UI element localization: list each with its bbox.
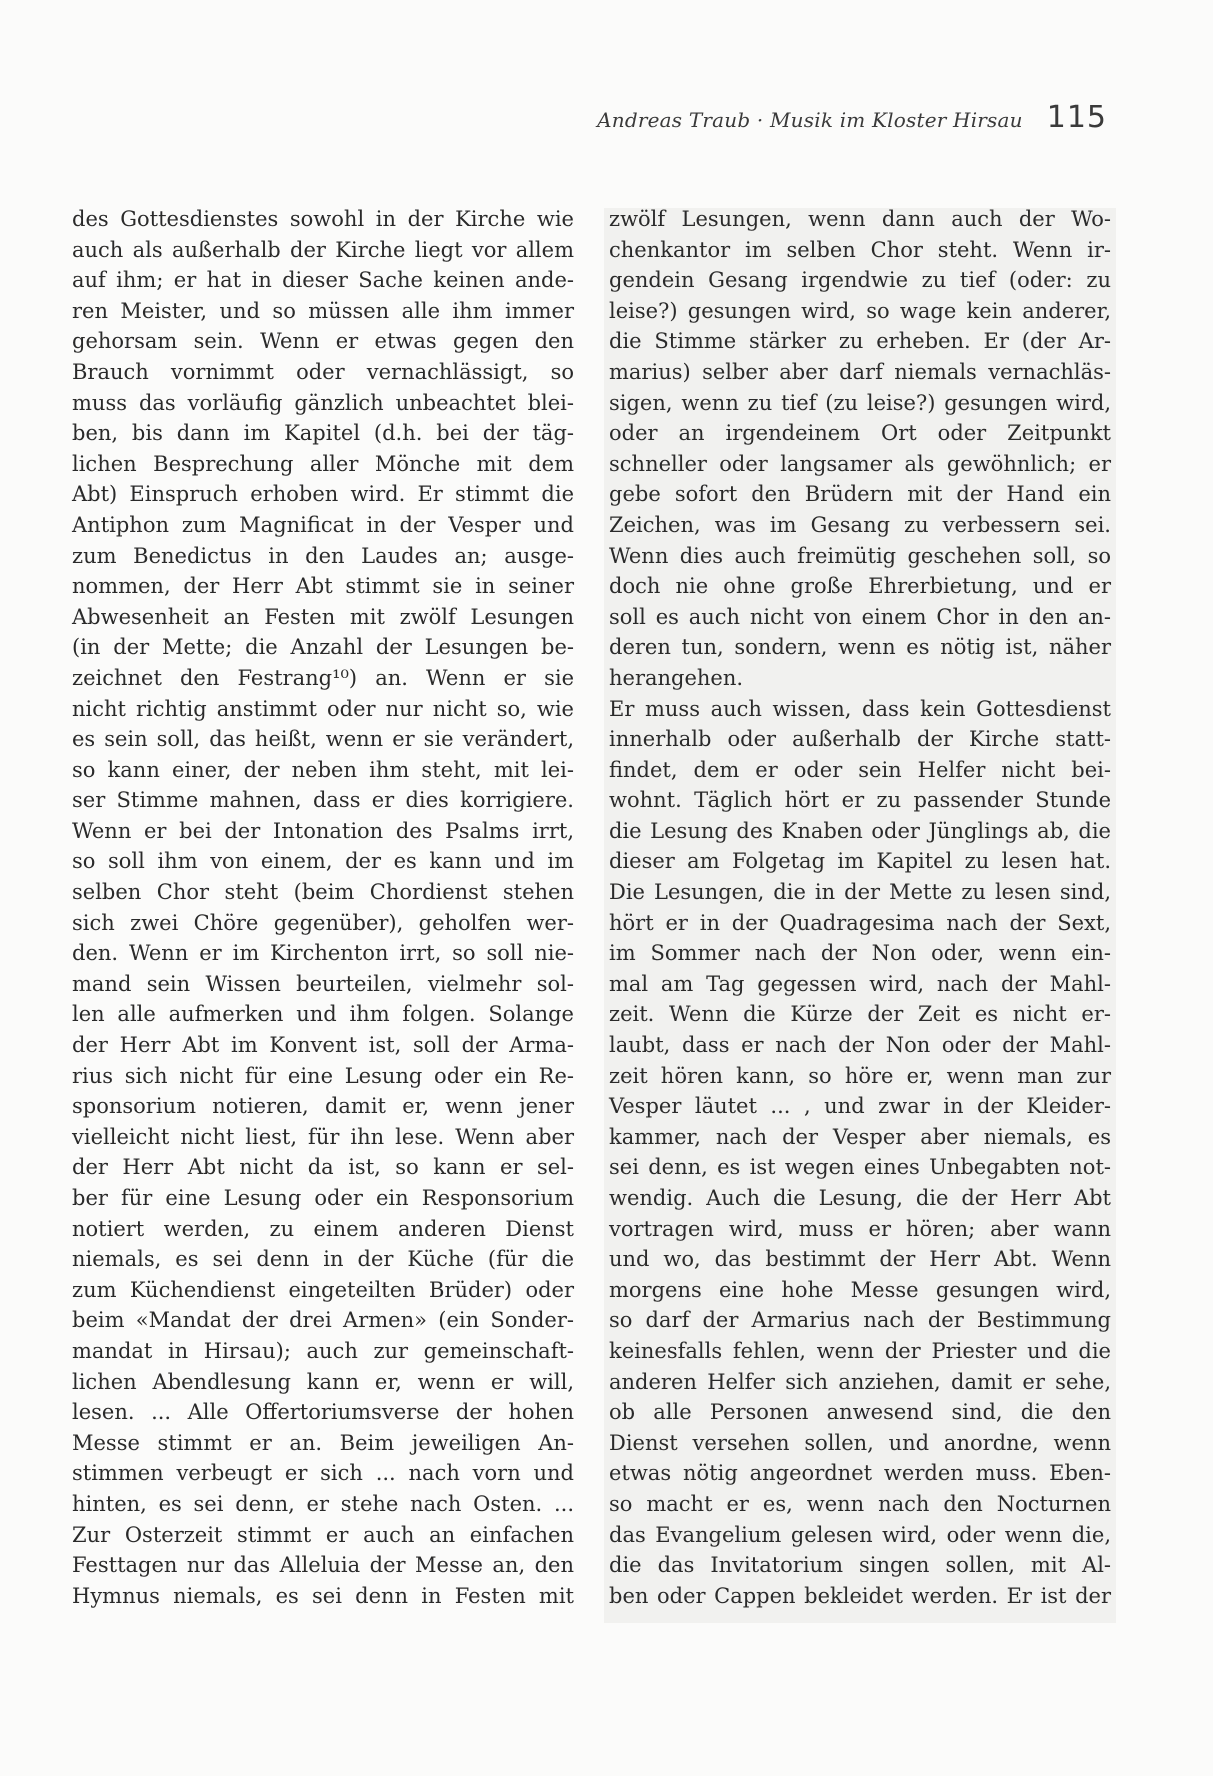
text-line: keinesfalls fehlen, wenn der Priester und die xyxy=(609,1338,1111,1363)
text-line: gehorsam sein. Wenn er etwas gegen den xyxy=(72,329,574,354)
text-line: chenkantor im selben Chor steht. Wenn ir- xyxy=(609,237,1111,262)
text-line: hinten, es sei denn, er stehe nach Osten. ... xyxy=(72,1491,574,1516)
text-line: wohnt. Täglich hört er zu passender Stunde xyxy=(609,788,1111,813)
text-line: gebe sofort den Brüdern mit der Hand ein xyxy=(609,482,1111,507)
text-line: sei denn, es ist wegen eines Unbegabten not- xyxy=(609,1155,1111,1180)
text-line: ben oder Cappen bekleidet werden. Er ist der xyxy=(609,1583,1111,1608)
text-line: so kann einer, der neben ihm steht, mit lei- xyxy=(72,757,574,782)
text-line: es sein soll, das heißt, wenn er sie verändert, xyxy=(72,727,574,752)
text-line: Antiphon zum Magnificat in der Vesper und xyxy=(72,512,574,537)
text-line: lichen Abendlesung kann er, wenn er will, xyxy=(72,1369,574,1394)
text-line: der Herr Abt nicht da ist, so kann er sel- xyxy=(72,1155,574,1180)
text-line: doch nie ohne große Ehrerbietung, und er xyxy=(609,574,1111,599)
running-title: Andreas Traub · Musik im Kloster Hirsau xyxy=(597,108,1023,132)
text-line: stimmen verbeugt er sich ... nach vorn und xyxy=(72,1461,574,1486)
text-line: Dienst versehen sollen, und anordne, wenn xyxy=(609,1430,1111,1455)
text-line: beim «Mandat der drei Armen» (ein Sonder- xyxy=(72,1308,574,1333)
text-line: die Lesung des Knaben oder Jünglings ab, die xyxy=(609,818,1111,843)
text-line: leise?) gesungen wird, so wage kein anderer, xyxy=(609,298,1111,323)
right-column xyxy=(609,204,1111,1611)
text-line: Brauch vornimmt oder vernachlässigt, so xyxy=(72,359,574,384)
text-line: zum Küchendienst eingeteilten Brüder) oder xyxy=(72,1277,574,1302)
text-line: die Stimme stärker zu erheben. Er (der Ar- xyxy=(609,329,1111,354)
text-line: zeit hören kann, so höre er, wenn man zur xyxy=(609,1063,1111,1088)
text-line: lesen. ... Alle Offertoriumsverse der hohen xyxy=(72,1400,574,1425)
text-line: so darf der Armarius nach der Bestimmung xyxy=(609,1308,1111,1333)
text-line: nicht richtig anstimmt oder nur nicht so, wie xyxy=(72,696,574,721)
text-line: Zeichen, was im Gesang zu verbessern sei. xyxy=(609,512,1111,537)
text-line: ob alle Personen anwesend sind, die den xyxy=(609,1400,1111,1425)
text-line: ren Meister, und so müssen alle ihm immer xyxy=(72,298,574,323)
text-line: deren tun, sondern, wenn es nötig ist, näher xyxy=(609,635,1111,660)
text-line: wendig. Auch die Lesung, die der Herr Abt xyxy=(609,1186,1111,1210)
text-line: soll es auch nicht von einem Chor in den an- xyxy=(609,604,1111,629)
text-line: das Evangelium gelesen wird, oder wenn die, xyxy=(609,1522,1111,1547)
text-line: im Sommer nach der Non oder, wenn ein- xyxy=(609,941,1111,966)
text-line: lichen Besprechung aller Mönche mit dem xyxy=(72,451,574,476)
text-line: muss das vorläufig gänzlich unbeachtet blei- xyxy=(72,390,574,415)
text-line: Wenn er bei der Intonation des Psalms irrt, xyxy=(72,818,574,843)
text-line: nommen, der Herr Abt stimmt sie in seiner xyxy=(72,574,574,599)
text-line: ber für eine Lesung oder ein Responsorium xyxy=(72,1186,574,1210)
text-line: Festtagen nur das Alleluia der Messe an, den xyxy=(72,1553,574,1578)
text-line: und wo, das bestimmt der Herr Abt. Wenn xyxy=(609,1247,1111,1272)
text-line: so soll ihm von einem, der es kann und im xyxy=(72,849,574,874)
text-line: vielleicht nicht liest, für ihn lese. Wenn aber xyxy=(72,1124,574,1149)
text-line: mal am Tag gegessen wird, nach der Mahl- xyxy=(609,971,1111,996)
text-line: ben, bis dann im Kapitel (d.h. bei der täg- xyxy=(72,421,574,446)
text-line: auch als außerhalb der Kirche liegt vor allem xyxy=(72,237,574,262)
text-line: laubt, dass er nach der Non oder der Mahl- xyxy=(609,1033,1111,1058)
text-line: ser Stimme mahnen, dass er dies korrigiere. xyxy=(72,788,574,813)
text-line: selben Chor steht (beim Chordienst stehen xyxy=(72,880,574,905)
text-line: notiert werden, zu einem anderen Dienst xyxy=(72,1216,574,1241)
running-head xyxy=(597,100,1107,135)
text-line: Die Lesungen, die in der Mette zu lesen sind, xyxy=(609,880,1111,905)
text-line: mandat in Hirsau); auch zur gemeinschaft- xyxy=(72,1338,574,1363)
text-line: zum Benedictus in den Laudes an; ausge- xyxy=(72,543,574,568)
text-line: innerhalb oder außerhalb der Kirche statt- xyxy=(609,727,1111,752)
text-line: zeit. Wenn die Kürze der Zeit es nicht er- xyxy=(609,1002,1111,1027)
text-line: Er muss auch wissen, dass kein Gottesdienst xyxy=(609,696,1111,721)
text-line: Messe stimmt er an. Beim jeweiligen An- xyxy=(72,1430,574,1455)
text-line: findet, dem er oder sein Helfer nicht bei- xyxy=(609,757,1111,782)
text-line: Abt) Einspruch erhoben wird. Er stimmt die xyxy=(72,482,574,507)
text-line: zeichnet den Festrang¹⁰) an. Wenn er sie xyxy=(72,665,574,690)
text-line: kammer, nach der Vesper aber niemals, es xyxy=(609,1124,1111,1149)
text-line: Vesper läutet ... , und zwar in der Kleider- xyxy=(609,1094,1111,1119)
text-line: len alle aufmerken und ihm folgen. Solange xyxy=(72,1002,574,1027)
text-line: oder an irgendeinem Ort oder Zeitpunkt xyxy=(609,421,1111,446)
text-line: dieser am Folgetag im Kapitel zu lesen hat. xyxy=(609,849,1111,874)
text-line: gendein Gesang irgendwie zu tief (oder: zu xyxy=(609,268,1111,293)
left-column xyxy=(72,204,574,1611)
text-line: niemals, es sei denn in der Küche (für die xyxy=(72,1247,574,1272)
text-line: hört er in der Quadragesima nach der Sext, xyxy=(609,910,1111,935)
text-line: den. Wenn er im Kirchenton irrt, so soll nie- xyxy=(72,941,574,966)
text-line: (in der Mette; die Anzahl der Lesungen be- xyxy=(72,635,574,660)
text-line: so macht er es, wenn nach den Nocturnen xyxy=(609,1491,1111,1516)
text-line: Hymnus niemals, es sei denn in Festen mit xyxy=(72,1583,574,1608)
text-line: die das Invitatorium singen sollen, mit Al- xyxy=(609,1553,1111,1578)
text-line: anderen Helfer sich anziehen, damit er sehe, xyxy=(609,1369,1111,1394)
text-line: auf ihm; er hat in dieser Sache keinen ande- xyxy=(72,268,574,293)
text-line: Wenn dies auch freimütig geschehen soll, so xyxy=(609,543,1111,568)
text-line: etwas nötig angeordnet werden muss. Eben- xyxy=(609,1461,1111,1486)
text-line: herangehen. xyxy=(609,665,744,690)
text-line: mand sein Wissen beurteilen, vielmehr sol- xyxy=(72,971,574,996)
text-line: schneller oder langsamer als gewöhnlich; er xyxy=(609,451,1111,476)
text-line: des Gottesdienstes sowohl in der Kirche wie xyxy=(72,207,574,231)
text-line: rius sich nicht für eine Lesung oder ein Re- xyxy=(72,1063,574,1088)
page-number: 115 xyxy=(1046,100,1107,135)
text-line: sigen, wenn zu tief (zu leise?) gesungen wird, xyxy=(609,390,1111,415)
text-line: marius) selber aber darf niemals vernachläs- xyxy=(609,359,1111,384)
text-line: Zur Osterzeit stimmt er auch an einfachen xyxy=(72,1522,574,1547)
text-line: vortragen wird, muss er hören; aber wann xyxy=(609,1216,1111,1241)
text-line: sponsorium notieren, damit er, wenn jener xyxy=(72,1094,574,1119)
text-line: der Herr Abt im Konvent ist, soll der Arma- xyxy=(72,1033,574,1058)
text-line: sich zwei Chöre gegenüber), geholfen wer- xyxy=(72,910,574,935)
text-line: zwölf Lesungen, wenn dann auch der Wo- xyxy=(609,207,1111,231)
text-line: morgens eine hohe Messe gesungen wird, xyxy=(609,1277,1111,1302)
text-line: Abwesenheit an Festen mit zwölf Lesungen xyxy=(72,604,574,629)
